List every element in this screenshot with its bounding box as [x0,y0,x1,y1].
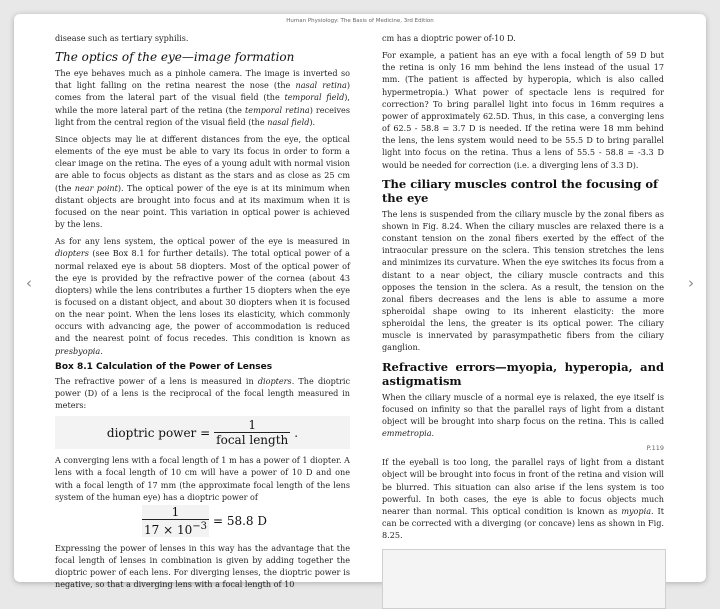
equation-eye-power [55,505,350,537]
equation-dioptric-power [55,416,350,449]
paragraph: As for any lens system, the optical power of the eye is measured in diopters (see Box 8.1 for further details). The total optical power of a normal relaxed eye is about 58 diopters. Most of the optical power of the eye is provided by the refractive power of the cornea (about 43 diopters) while the lens contributes a further 15 diopters when the eye is focused on a distant object, and about 30 diopters when it is focused on the near point. When the lens loses its elasticity, which commonly occurs with advancing age, the power of accommodation is reduced and the nearest point of focus recedes. This condition is known as presbyopia. [55,236,350,356]
reader-window [14,14,706,590]
paragraph: For example, a patient has an eye with a focal length of 59 D but the retina is only 16 mm behind the lens instead of the usual 17 mm. (The patient is affected by hyperopia, which is also called hypermetropia.) What power of spectacle lens is required for correction? To bring parallel light into focus in 16mm requires a power of approximately 62.5D. Thus, in this case, a converging lens of 62.5 - 58.8 = 3.7 D is needed. If the retina were 18 mm behind the lens, the lens system would need to be 55.5 D to bring parallel light into focus on the retina. Thus a lens of 55.5 - 58.8 = -3.3 D would be needed for correction (i.e. a diverging lens of 3.3 D). [382,50,664,170]
equation-lhs: dioptric power = [106,425,211,440]
fraction-denominator: focal length [216,433,289,448]
fraction-numerator: 1 [248,418,257,433]
fraction-numerator: 1 [171,504,180,519]
book-title: Human Physiology: The Basis of Medicine, 3rd Edition [286,18,434,24]
previous-page-icon[interactable]: ‹ [26,274,32,292]
fraction-denominator: $17 \times 10^{-3}$ [143,520,207,537]
page-marker: P.119 [646,444,664,453]
paragraph: The lens is suspended from the ciliary muscle by the zonal fibers as shown in Fig. 8.24. When the ciliary muscles are relaxed there is a constant tension on the zonal fibers exerted by the effect of the intraocular pressure on the sclera. This tension stretches the lens and minimizes its curvature. When the eye switches its focus from a distant to a near object, the ciliary muscle contracts and this opposes the tension in the sclera. As a result, the tension on the zonal fibers decreases and the lens is able to assume a more spheroidal shape owing to its inherent elasticity: the more spheroidal the lens, the greater is its optical power. The ciliary muscle is innervated by parasympathetic fibers from the ciliary ganglion. [382,208,664,353]
paragraph: The eye behaves much as a pinhole camera. The image is inverted so that light falling on the retina nearest the nose (the nasal retina) comes from the lateral part of the visual field (the temporal field), while the more lateral part of the retina (the temporal retina) receives light from the central region of the visual field (the nasal field). [55,68,351,127]
paragraph: If the eyeball is too long, the parallel rays of light from a distant object will be brought into focus in front of the retina and vision will be blurred. This situation can also arise if the lens system is too powerful. In both cases, the eye is able to focus objects much nearer than normal. This optical condition is known as myopia. It can be corrected with a diverging (or concave) lens as shown in Fig. 8.25. [382,457,664,541]
next-page-icon[interactable]: › [688,274,694,292]
paragraph: When the ciliary muscle of a normal eye is relaxed, the eye itself is focused on infinity so that the parallel rays of light from a distant object will be brought into sharp focus on the retina. This is called emmetropia. [382,391,664,439]
paragraph: The refractive power of a lens is measured in diopters. The dioptric power (D) of a lens is the reciprocal of the focal length measured in meters: [55,375,351,411]
paragraph: A converging lens with a focal length of 1 m has a power of 1 diopter. A lens with a focal length of 10 cm will have a power of 10 D and one with a focal length of 17 mm (the approximate focal length of the lens system of the human eye) has a dioptric power of [55,455,350,502]
paragraph: cm has a dioptric power of-10 D. [382,33,516,43]
paragraph: Expressing the power of lenses in this way has the advantage that the focal length of lenses in combination is given by adding together the dioptric power of each lens. For diverging lenses, the dioptric power is negative, so that a diverging lens with a focal length of 10 [55,542,350,590]
box-title: Box 8.1 Calculation of the Power of Lenses [55,361,273,372]
equation-fraction [142,505,209,537]
right-page-column [382,32,664,609]
left-page-column [55,32,350,595]
section-heading-optics: The optics of the eye—image formation [55,50,295,65]
section-heading-refractive: Refractive errors—myopia, hyperopia, and astigmatism [382,359,664,388]
equation-rhs: = 58.8 D [212,513,267,528]
equation-fraction [214,418,290,447]
paragraph: Since objects may lie at different distances from the eye, the optical elements of the eye must be able to vary its focus in order to form a clear image on the retina. The eyes of a young adult with normal vision are able to focus objects as distant as the stars and as close as 25 cm (the near point). The optical power of the eye is at its minimum when distant objects are brought into focus and at its maximum when it is focused on the near point. This variation in optical power is achieved by the lens. [55,133,350,230]
figure-placeholder [382,549,666,609]
section-heading-ciliary: The ciliary muscles control the focusing of the eye [382,176,658,205]
equation-end: . [294,425,299,440]
paragraph: disease such as tertiary syphilis. [55,33,189,43]
